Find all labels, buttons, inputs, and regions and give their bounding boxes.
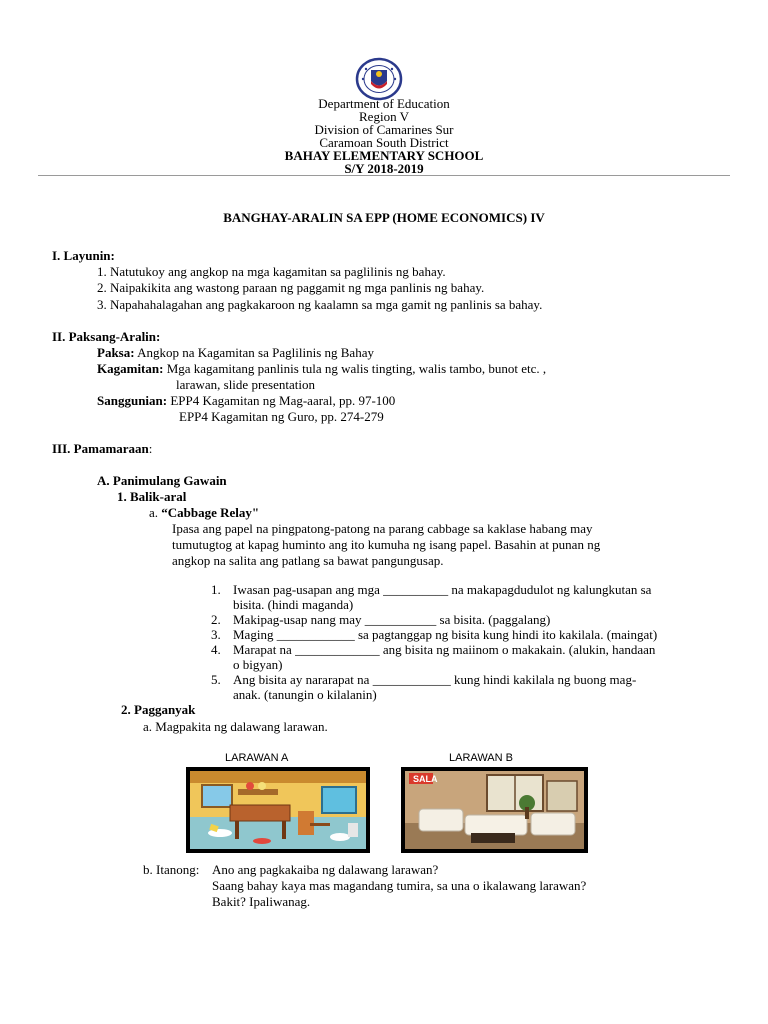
activity-desc-line: Ipasa ang papel na pingpatong-patong na parang cabbage sa kaklase habang may bbox=[172, 521, 593, 536]
itanong-question: Bakit? Ipaliwanag. bbox=[212, 894, 311, 909]
layunin-item: 3. Napahahalagahan ang pagkakaroon ng kaalamn sa mga gamit ng panlinis sa bahay. bbox=[97, 297, 543, 312]
layunin-item: 2. Naipakikita ang wastong paraan ng paggamit ng mga panlinis ng bahay. bbox=[97, 280, 485, 295]
sanggunian-row bbox=[97, 393, 395, 409]
kagamitan-value: Mga kagamitang panlinis tula ng walis tingting, walis tambo, bunot etc. , bbox=[166, 361, 547, 376]
sanggunian-label: Sanggunian: bbox=[97, 393, 168, 408]
pamamaraan-colon: : bbox=[148, 441, 153, 456]
activity-letter: a. bbox=[149, 505, 159, 520]
sentence-line: Ang bisita ay nararapat na ____________ kung hindi kakilala ng buong mag- bbox=[233, 672, 637, 687]
kagamitan-row bbox=[97, 361, 546, 377]
header-school: BAHAY ELEMENTARY SCHOOL bbox=[284, 148, 484, 163]
activity-desc-line: tumutugtog at kapag huminto ang ito kumuha ng isang papel. Basahin at punan ng bbox=[172, 537, 601, 552]
larawan-b-label: LARAWAN B bbox=[449, 752, 513, 764]
sentence-line: anak. (tanungin o kilalanin) bbox=[233, 687, 377, 702]
kagamitan-value-cont: larawan, slide presentation bbox=[176, 377, 315, 392]
sentence-number: 2. bbox=[211, 612, 221, 627]
activity-title: “Cabbage Relay" bbox=[161, 505, 260, 520]
pagganyak-instruction: a. Magpakita ng dalawang larawan. bbox=[143, 719, 328, 734]
paksa-row bbox=[97, 345, 374, 361]
header-region: Region V bbox=[359, 109, 409, 124]
kagamitan-label: Kagamitan: bbox=[97, 361, 164, 376]
header-school-year: S/Y 2018-2019 bbox=[344, 161, 424, 176]
sentence-number: 3. bbox=[211, 627, 221, 642]
messy-kitchen-image bbox=[186, 767, 370, 853]
header-district: Caramoan South District bbox=[319, 135, 449, 150]
sentence-line: Makipag-usap nang may ___________ sa bisita. (paggalang) bbox=[233, 612, 551, 627]
paksa-value: Angkop na Kagamitan sa Paglilinis ng Bahay bbox=[137, 345, 374, 360]
header-department: Department of Education bbox=[318, 96, 450, 111]
itanong-label: b. Itanong: bbox=[143, 862, 200, 877]
header-divider bbox=[38, 175, 730, 176]
paksa-label: Paksa: bbox=[97, 345, 135, 360]
cabbage-relay-row bbox=[149, 505, 259, 521]
itanong-question: Saang bahay kaya mas magandang tumira, sa una o ikalawang larawan? bbox=[212, 878, 587, 893]
pagganyak-heading: 2. Pagganyak bbox=[121, 702, 196, 717]
paksang-aralin-heading: II. Paksang-Aralin: bbox=[52, 329, 161, 344]
sanggunian-value-cont: EPP4 Kagamitan ng Guro, pp. 274-279 bbox=[179, 409, 384, 424]
deped-seal bbox=[355, 57, 403, 101]
header-division: Division of Camarines Sur bbox=[314, 122, 454, 137]
sentence-number: 1. bbox=[211, 582, 221, 597]
sentence-line: o bigyan) bbox=[233, 657, 283, 672]
lesson-plan-title: BANGHAY-ARALIN SA EPP (HOME ECONOMICS) IV bbox=[223, 210, 545, 225]
sentence-line: Maging ____________ sa pagtanggap ng bisita kung hindi ito kakilala. (maingat) bbox=[233, 627, 658, 642]
pamamaraan-heading-text: III. Pamamaraan bbox=[52, 441, 149, 456]
panimulang-gawain-heading: A. Panimulang Gawain bbox=[97, 473, 227, 488]
sanggunian-value: EPP4 Kagamitan ng Mag-aaral, pp. 97-100 bbox=[170, 393, 396, 408]
layunin-heading: I. Layunin: bbox=[52, 248, 115, 263]
sentence-number: 4. bbox=[211, 642, 221, 657]
balik-aral-heading: 1. Balik-aral bbox=[117, 489, 187, 504]
sentence-line: Iwasan pag-usapan ang mga __________ na makapagdudulot ng kalungkutan sa bbox=[233, 582, 652, 597]
itanong-question: Ano ang pagkakaiba ng dalawang larawan? bbox=[212, 862, 439, 877]
pamamaraan-heading bbox=[52, 441, 152, 457]
sentence-number: 5. bbox=[211, 672, 221, 687]
layunin-item: 1. Natutukoy ang angkop na mga kagamitan sa paglilinis ng bahay. bbox=[97, 264, 446, 279]
sentence-line: bisita. (hindi maganda) bbox=[233, 597, 354, 612]
sala-sign: SALA bbox=[413, 774, 438, 784]
sentence-line: Marapat na _____________ ang bisita ng maiinom o makakain. (alukin, handaan bbox=[233, 642, 656, 657]
clean-living-room-image bbox=[401, 767, 588, 853]
activity-desc-line: angkop na salita ang patlang sa bawat pangungusap. bbox=[172, 553, 444, 568]
larawan-a-label: LARAWAN A bbox=[225, 752, 289, 764]
